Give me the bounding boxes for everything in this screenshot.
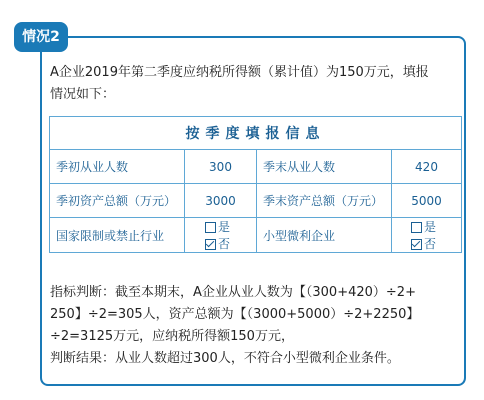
analysis-line-3: ÷2=3125万元，应纳税所得额150万元， bbox=[50, 329, 294, 344]
end-employees-label: 季末从业人数 bbox=[257, 150, 392, 184]
quarterly-info-table bbox=[49, 116, 462, 253]
option-no-label: 否 bbox=[217, 237, 230, 251]
end-employees-value: 420 bbox=[392, 150, 462, 184]
option-yes-label: 是 bbox=[423, 220, 436, 234]
start-assets-value: 3000 bbox=[185, 184, 257, 218]
table-header-row bbox=[50, 117, 462, 150]
small-micro-enterprise-label: 小型微利企业 bbox=[257, 218, 392, 253]
table-row bbox=[50, 184, 462, 218]
end-assets-value: 5000 bbox=[392, 184, 462, 218]
scenario-tag: 情况2 bbox=[14, 22, 68, 52]
start-assets-label: 季初资产总额（万元） bbox=[50, 184, 185, 218]
intro-line-2: 情况如下： bbox=[50, 87, 116, 102]
analysis-line-4: 判断结果：从业人数超过300人，不符合小型微利企业条件。 bbox=[50, 351, 400, 366]
table-row bbox=[50, 218, 462, 253]
table-header: 按季度填报信息 bbox=[50, 117, 462, 150]
table-row bbox=[50, 150, 462, 184]
end-assets-label: 季末资产总额（万元） bbox=[257, 184, 392, 218]
start-employees-value: 300 bbox=[185, 150, 257, 184]
restricted-industry-label: 国家限制或禁止行业 bbox=[50, 218, 185, 253]
checkbox-unchecked-icon[interactable] bbox=[205, 222, 216, 233]
analysis-line-1: 指标判断：截至本期末，A企业从业人数为【（300+420）÷2+ bbox=[50, 285, 416, 300]
checkbox-checked-icon[interactable] bbox=[411, 239, 422, 250]
checkbox-unchecked-icon[interactable] bbox=[411, 222, 422, 233]
option-yes-label: 是 bbox=[217, 220, 230, 234]
start-employees-label: 季初从业人数 bbox=[50, 150, 185, 184]
analysis-line-2: 250】÷2=305人，资产总额为【（3000+5000）÷2+2250】 bbox=[50, 307, 420, 322]
option-no-label: 否 bbox=[423, 237, 436, 251]
small-micro-enterprise-options bbox=[392, 218, 462, 253]
checkbox-checked-icon[interactable] bbox=[205, 239, 216, 250]
restricted-industry-options bbox=[185, 218, 257, 253]
analysis-text bbox=[50, 282, 458, 370]
intro-text bbox=[50, 62, 458, 106]
intro-line-1: A企业2019年第二季度应纳税所得额（累计值）为150万元，填报 bbox=[50, 65, 429, 80]
